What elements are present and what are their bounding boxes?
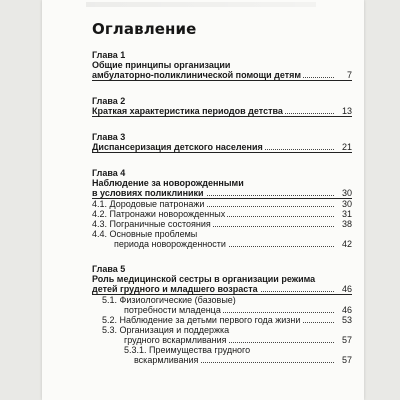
toc-page-number: 57 [341,355,352,365]
toc-entry-text: 4.2. Патронажи новорожденных [92,209,226,219]
toc-entry[interactable] [92,178,352,188]
toc-entry[interactable] [92,188,352,199]
toc-entry[interactable] [92,239,352,249]
toc-entry[interactable] [92,70,352,81]
toc-entry-text: Общие принципы организации [92,60,231,70]
toc-entry[interactable] [92,209,352,219]
toc-entry-text: Диспансеризация детского населения [92,142,263,152]
toc-entry-text: Роль медицинской сестры в организации режима [92,274,316,284]
chapter-label: Глава 3 [92,132,126,142]
chapter-block [92,168,352,249]
page-title: Оглавление [92,20,197,38]
toc-page-number: 30 [341,188,352,198]
toc-page-number: 53 [341,315,352,325]
show-through-band [86,2,316,7]
chapter-label: Глава 5 [92,264,126,274]
toc-entry[interactable] [92,284,352,295]
toc-page-number: 46 [341,284,352,294]
toc-entry-text: амбулаторно-поликлинической помощи детям [92,70,302,80]
chapter-label: Глава 2 [92,96,126,106]
toc-entry-text: грудного вскармливания [124,335,227,345]
toc-entry-text: 5.1. Физиологические (базовые) [102,295,236,305]
toc-page-number: 7 [346,70,352,80]
toc-entry[interactable] [92,219,352,229]
toc-page-number: 42 [341,239,352,249]
table-of-contents [92,50,352,380]
toc-entry[interactable] [92,199,352,209]
book-page [42,0,364,400]
toc-entry[interactable] [92,325,352,335]
toc-entry[interactable] [92,355,352,365]
chapter-block [92,96,352,117]
toc-entry[interactable] [92,60,352,70]
chapter-block [92,50,352,81]
toc-entry-text: периода новорожденности [114,239,226,249]
toc-page-number: 38 [341,219,352,229]
toc-page-number: 13 [341,106,352,116]
chapter-label: Глава 4 [92,168,126,178]
toc-page-number: 46 [341,305,352,315]
toc-entry-text: Наблюдение за новорожденными [92,178,244,188]
toc-entry-text: в условиях поликлиники [92,188,204,198]
toc-page-number: 31 [341,209,352,219]
toc-entry[interactable] [92,229,352,239]
toc-entry[interactable] [92,335,352,345]
toc-entry-text: 5.3. Организация и поддержка [102,325,230,335]
toc-entry-text: 4.4. Основные проблемы [92,229,198,239]
toc-entry-text: вскармливания [134,355,199,365]
toc-page-number: 21 [341,142,352,152]
toc-entry[interactable] [92,305,352,315]
toc-entry[interactable] [92,142,352,153]
toc-entry[interactable] [92,106,352,117]
toc-entry-text: Краткая характеристика периодов детства [92,106,283,116]
toc-entry[interactable] [92,274,352,284]
chapter-label: Глава 1 [92,50,126,60]
toc-page-number: 30 [341,199,352,209]
toc-entry[interactable] [92,295,352,305]
toc-entry-text: 4.3. Пограничные состояния [92,219,211,229]
toc-entry-text: 5.3.1. Преимущества грудного [124,345,251,355]
toc-entry-text: детей грудного и младшего возраста [92,284,258,294]
toc-entry-text: 5.2. Наблюдение за детьми первого года жизни [102,315,301,325]
toc-page-number: 57 [341,335,352,345]
toc-entry-text: потребности младенца [124,305,221,315]
chapter-block [92,264,352,365]
toc-entry-text: 4.1. Дородовые патронажи [92,199,205,209]
chapter-block [92,132,352,153]
toc-entry[interactable] [92,315,352,325]
toc-entry[interactable] [92,345,352,355]
